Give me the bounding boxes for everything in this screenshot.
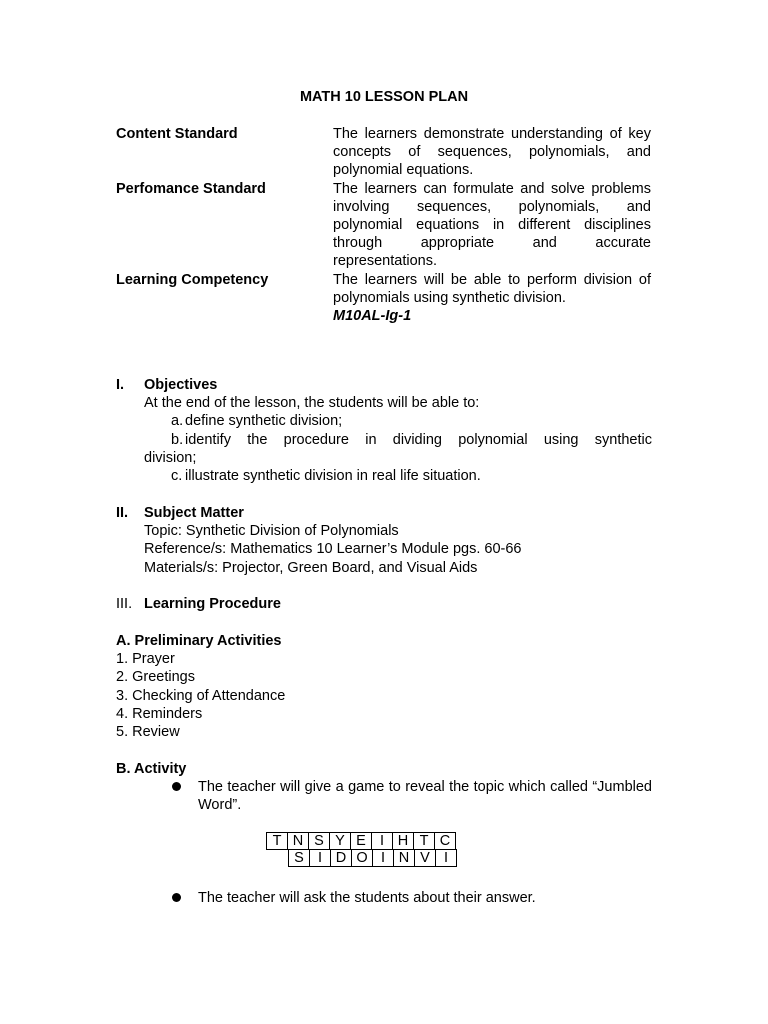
letter-cell: V	[414, 849, 436, 867]
learning-competency-label: Learning Competency	[116, 271, 269, 288]
learning-procedure-number: III.	[116, 596, 133, 612]
jumbled-row-1	[266, 832, 456, 849]
objective-item-a	[116, 412, 652, 430]
letter-cell: I	[309, 849, 331, 867]
activity-bullet-2	[116, 889, 652, 907]
list-item: 5. Review	[116, 724, 180, 741]
subject-matter-title: Subject Matter	[144, 505, 244, 521]
content-standard-label: Content Standard	[116, 126, 238, 142]
performance-standard-row	[116, 180, 652, 271]
preliminary-activities-title: A. Preliminary Activities	[116, 633, 282, 649]
letter-cell: I	[372, 849, 394, 867]
objective-text: illustrate synthetic division in real life situation.	[185, 468, 481, 485]
bullet-icon	[170, 778, 198, 814]
letter-cell: H	[392, 832, 414, 850]
list-item: 3. Checking of Attendance	[116, 687, 286, 704]
preliminary-activities-section	[116, 632, 652, 741]
subject-matter-heading	[116, 504, 652, 522]
objective-item-b	[116, 431, 652, 449]
letter-cell: C	[434, 832, 456, 850]
content-standard-row	[116, 125, 652, 180]
content-standard-value: The learners demonstrate understanding of key concepts of sequences, polynomials, and polynomial equations.	[333, 126, 651, 179]
subject-matter-number: II.	[116, 505, 129, 521]
activity-bullet-1	[116, 778, 652, 814]
learning-competency-cell	[333, 271, 651, 326]
bullet-icon	[170, 889, 198, 907]
letter-cell: D	[330, 849, 352, 867]
list-item: 1. Prayer	[116, 651, 175, 668]
learning-competency-value: The learners will be able to perform division of polynomials using synthetic division.	[333, 271, 651, 306]
performance-standard-label: Perfomance Standard	[116, 180, 266, 197]
objective-letter: a.	[171, 413, 184, 430]
objectives-number: I.	[116, 377, 125, 393]
objectives-section	[116, 376, 652, 485]
letter-cell: T	[413, 832, 435, 850]
objective-letter: c.	[171, 468, 183, 485]
learning-procedure-section	[116, 595, 652, 613]
subject-matter-section	[116, 504, 652, 577]
subject-matter-topic: Topic: Synthetic Division of Polynomials	[144, 523, 399, 540]
letter-cell: N	[287, 832, 309, 850]
letter-cell: N	[393, 849, 415, 867]
objective-text: identify the procedure in dividing polynomial using synthetic	[185, 431, 652, 448]
list-item: 4. Reminders	[116, 705, 203, 722]
objective-letter: b.	[171, 431, 184, 448]
activity-title: B. Activity	[116, 761, 187, 777]
learning-competency-row	[116, 271, 652, 326]
letter-cell: I	[371, 832, 393, 850]
learning-procedure-title: Learning Procedure	[144, 596, 281, 612]
letter-cell: S	[308, 832, 330, 850]
letter-cell: I	[435, 849, 457, 867]
letter-cell: O	[351, 849, 373, 867]
objectives-intro: At the end of the lesson, the students will be able to:	[144, 395, 480, 412]
activity-bullet-2-section	[116, 889, 652, 907]
objective-item-c	[116, 467, 652, 485]
standards-table	[116, 125, 652, 325]
letter-cell: E	[350, 832, 372, 850]
objective-text: define synthetic division;	[185, 413, 343, 430]
letter-cell: S	[288, 849, 310, 867]
learning-procedure-heading	[116, 595, 652, 613]
objectives-heading	[116, 376, 652, 394]
page-title: MATH 10 LESSON PLAN	[299, 89, 469, 105]
activity-bullet-text: The teacher will give a game to reveal the topic which called “Jumbled Word”.	[198, 779, 652, 814]
activity-section	[116, 760, 652, 815]
subject-matter-reference: Reference/s: Mathematics 10 Learner’s Module pgs. 60-66	[144, 541, 522, 558]
activity-bullet-text: The teacher will ask the students about their answer.	[198, 890, 536, 906]
objectives-title: Objectives	[144, 377, 218, 393]
letter-cell: T	[266, 832, 288, 850]
competency-code: M10AL-Ig-1	[333, 308, 412, 325]
jumbled-word-grid	[266, 832, 456, 866]
list-item: 2. Greetings	[116, 669, 195, 686]
subject-matter-materials: Materials/s: Projector, Green Board, and Visual Aids	[144, 559, 478, 576]
objective-item-b-continuation: division;	[144, 449, 197, 466]
jumbled-row-2	[266, 849, 456, 866]
letter-cell: Y	[329, 832, 351, 850]
performance-standard-value: The learners can formulate and solve problems involving sequences, polynomials, and polynomial equations in different disciplines through appropriate and accurate representations.	[333, 180, 651, 270]
